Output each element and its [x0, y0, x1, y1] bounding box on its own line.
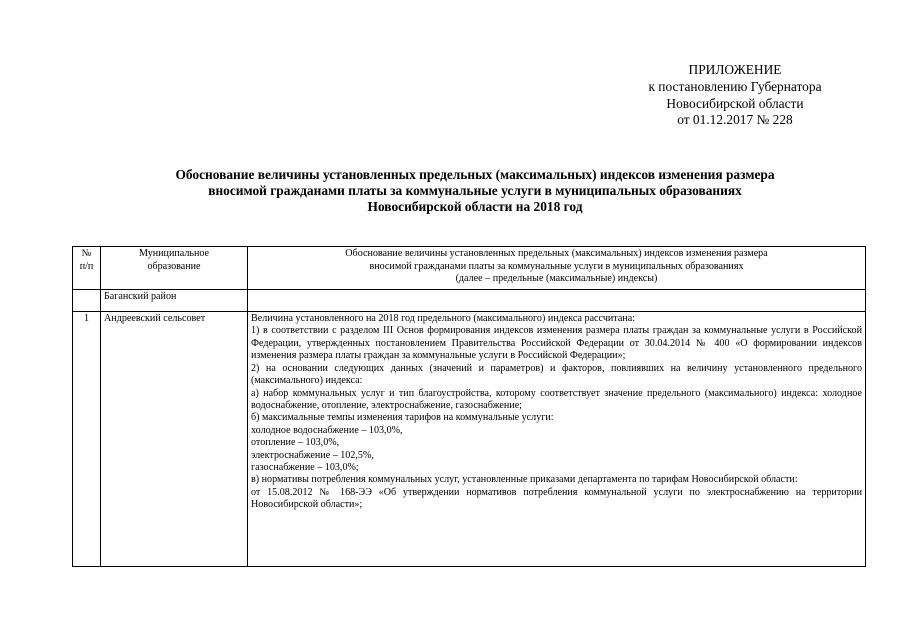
tariff-electricity: электроснабжение – 102,5%, — [251, 449, 374, 461]
header-municipality — [101, 247, 248, 290]
header-justification-line-3: (далее – предельные (максимальные) индексы) — [455, 273, 658, 285]
header-justification-line-2: вносимой гражданами платы за коммунальные услуги в муниципальных образованиях — [369, 260, 744, 272]
header-justification — [248, 247, 866, 290]
row-number: 1 — [73, 312, 101, 567]
appendix-region: Новосибирской области — [666, 95, 804, 111]
tariff-gas: газоснабжение – 103,0%; — [251, 462, 359, 474]
appendix-date-number: от 01.12.2017 № 228 — [677, 112, 793, 128]
justification-item-a: а) набор коммунальных услуг и тип благоустройства, которому соответствует значение предельного (максимального) индекса: холодное водоснабжение, отопление, электроснабжение, газоснабжение; — [251, 387, 862, 411]
header-municipality-line-1: Муниципальное — [138, 248, 210, 259]
header-number — [73, 247, 101, 290]
justification-item-b: б) максимальные темпы изменения тарифов на коммунальные услуги: — [251, 412, 554, 424]
title-line-2: вносимой гражданами платы за коммунальные услуги в муниципальных образованиях — [208, 183, 742, 198]
table-header-row — [73, 247, 866, 290]
justification-item-1: 1) в соответствии с разделом III Основ формирования индексов изменения размера платы граждан за коммунальные услуги в Российской Федерации, утвержденных постановлением Правительства Российской Федерации от 30.04.2014 № 400 «О формировании индексов изменения размера платы граждан за коммунальные услуги в Российской Федерации»; — [251, 325, 862, 362]
tariff-heating: отопление – 103,0%, — [251, 437, 340, 449]
district-row — [73, 290, 866, 312]
header-municipality-line-2: образование — [147, 260, 201, 272]
justification-item-v: в) нормативы потребления коммунальных услуг, установленные приказами департамента по тарифам Новосибирской области: — [251, 474, 798, 486]
district-name: Баганский район — [101, 290, 248, 312]
row-municipality: Андреевский сельсовет — [101, 312, 248, 567]
tariff-cold-water: холодное водоснабжение – 103,0%, — [251, 424, 403, 436]
table-row — [73, 312, 866, 567]
header-justification-line-1: Обоснование величины установленных предельных (максимальных) индексов изменения размера — [345, 248, 768, 259]
justification-order: от 15.08.2012 № 168-ЭЭ «Об утверждении нормативов потребления коммунальной услуги по электроснабжению на территории Новосибирской области»; — [251, 486, 862, 511]
district-number-cell — [73, 290, 101, 312]
district-justification-cell — [248, 290, 866, 312]
appendix-block — [600, 62, 870, 129]
title-line-3: Новосибирской области на 2018 год — [367, 199, 583, 214]
indices-table — [72, 246, 866, 567]
appendix-heading: ПРИЛОЖЕНИЕ — [688, 62, 782, 77]
header-number-line-2: п/п — [79, 260, 94, 272]
justification-item-2: 2) на основании следующих данных (значений и параметров) и факторов, повлиявших на величину установленного предельного (максимального) индекса: — [251, 362, 862, 387]
document-title — [110, 167, 840, 215]
justification-intro: Величина установленного на 2018 год предельного (максимального) индекса рассчитана: — [251, 313, 635, 324]
row-justification — [248, 312, 866, 567]
appendix-reference: к постановлению Губернатора — [648, 78, 822, 94]
header-number-line-1: № — [81, 248, 92, 259]
title-line-1: Обоснование величины установленных предельных (максимальных) индексов изменения размера — [175, 167, 775, 182]
